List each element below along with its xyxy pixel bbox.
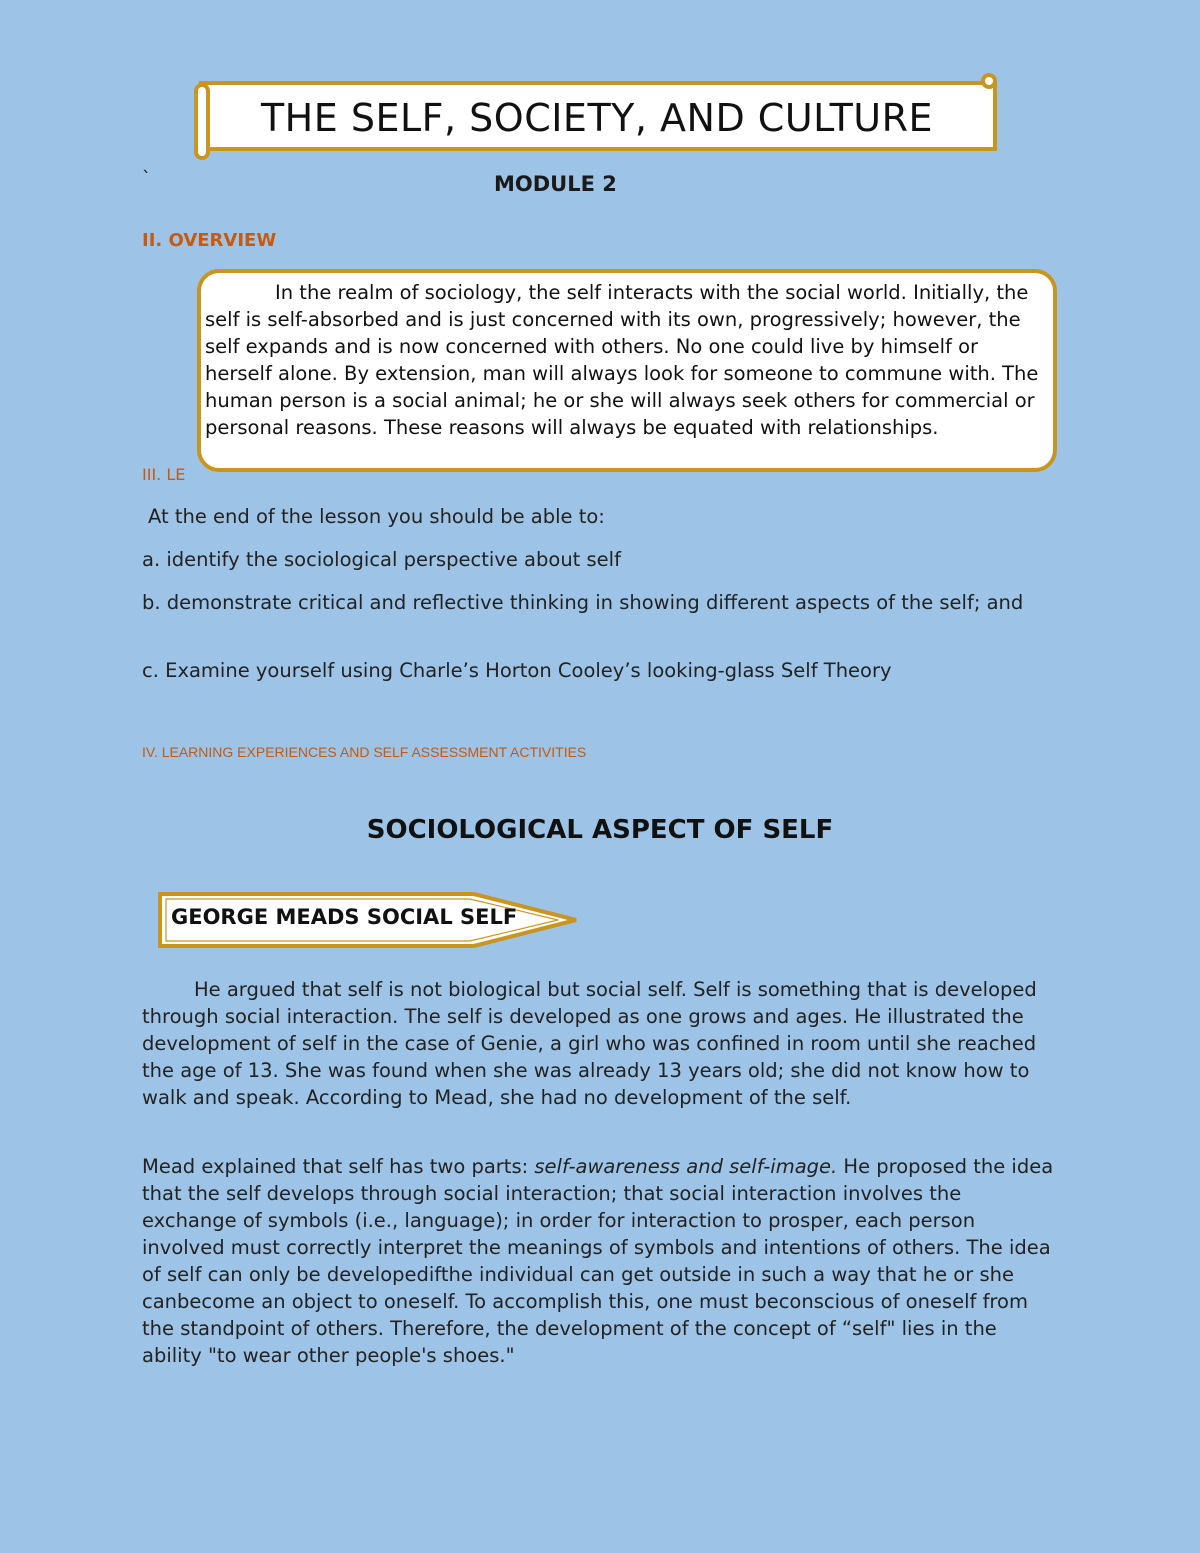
section-heading: SOCIOLOGICAL ASPECT OF SELF xyxy=(366,815,834,845)
paragraph-mead-explanation xyxy=(142,1153,1062,1369)
paragraph-text-rest: He proposed the idea that the self develops through social interaction; that social interaction involves the exchange of symbols (i.e., language); in order for interaction to prosper, each person involved must correctly interpret the meanings of symbols and intentions of others. The idea of self can only be developedifthe individual can get outside in such a way that he or she canbecome an object to oneself. To accomplish this, one must beconscious of oneself from the standpoint of others. Therefore, the development of the concept of “self" lies in the ability "to wear other people's shoes." xyxy=(142,1155,1054,1367)
paragraph-text-start: Mead explained that self has two parts: xyxy=(142,1155,535,1178)
objective-item: b. demonstrate critical and reflective thinking in showing different aspects of the self; and xyxy=(142,591,1024,614)
subheading: GEORGE MEADS SOCIAL SELF xyxy=(171,905,518,929)
emphasis-text: self-awareness and self-image. xyxy=(534,1155,838,1178)
overview-text: In the realm of sociology, the self interacts with the social world. Initially, the self is self-absorbed and is just concerned with its own, progressively; however, the self expands and is now concerned with others. No one could live by himself or herself alone. By extension, man will always look for someone to commune with. The human person is a social animal; he or she will always seek others for commercial or personal reasons. These reasons will always be equated with relationships. xyxy=(205,281,1039,439)
subheading-arrow-banner xyxy=(158,891,583,949)
paragraph-text: He argued that self is not biological but social self. Self is something that is developed through social interaction. The self is developed as one grows and ages. He illustrated the development of self in the case of Genie, a girl who was confined in room until she reached the age of 13. She was found when she was already 13 years old; she did not know how to walk and speak. According to Mead, she had no development of the self. xyxy=(142,978,1037,1109)
overview-heading: II. OVERVIEW xyxy=(142,230,277,251)
learning-experiences-heading: IV. LEARNING EXPERIENCES AND SELF ASSESSMENT ACTIVITIES xyxy=(142,744,587,760)
objective-item: a. identify the sociological perspective about self xyxy=(142,548,621,571)
module-label: MODULE 2 xyxy=(494,172,617,196)
title-banner xyxy=(193,72,1001,164)
objectives-heading: III. LE xyxy=(142,465,186,484)
document-title: THE SELF, SOCIETY, AND CULTURE xyxy=(260,96,934,140)
paragraph-mead-argument xyxy=(142,976,1052,1111)
stray-backtick: ` xyxy=(142,168,151,189)
overview-callout xyxy=(197,269,1057,472)
objective-item: c. Examine yourself using Charle’s Horton Cooley’s looking-glass Self Theory xyxy=(142,659,892,682)
objectives-intro: At the end of the lesson you should be able to: xyxy=(148,505,605,528)
